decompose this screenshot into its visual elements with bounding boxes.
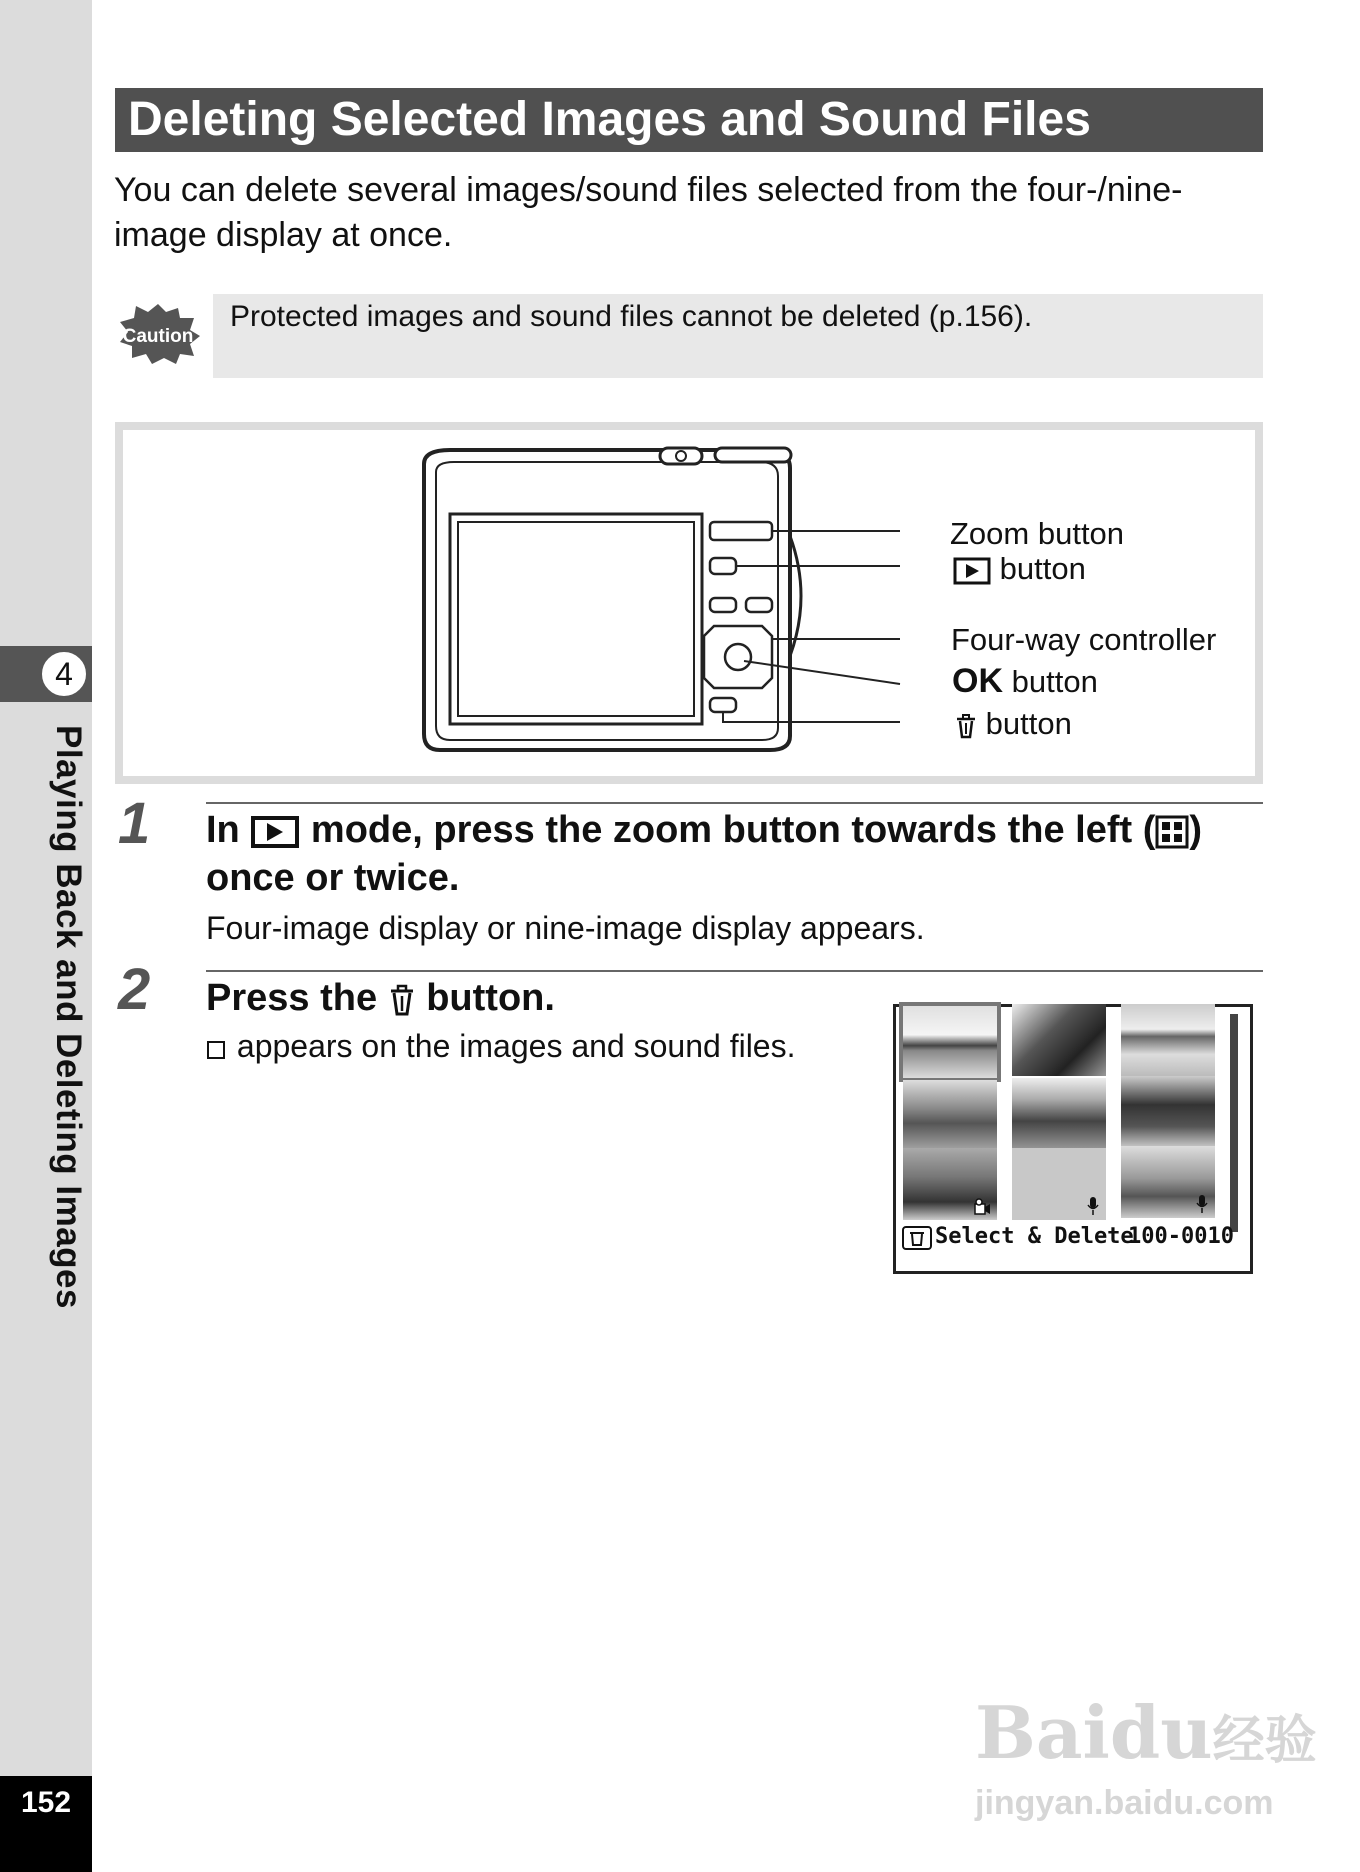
thumbnail-5[interactable] [1012,1078,1106,1150]
step-1-rule [206,802,1263,804]
screen-file-number: 100-0010 [1128,1224,1234,1249]
step-2-number: 2 [118,957,151,1022]
thumbnail-2[interactable] [1012,1004,1106,1076]
step-2-body [206,1028,795,1065]
callout-trash [955,706,1072,742]
callout-ok [952,662,1098,701]
intro-line-1: You can delete several images/sound files selected from the four-/nine- [114,171,1183,209]
trash-icon [388,983,416,1017]
step-1-head-c: ) [1189,809,1203,851]
watermark-url: jingyan.baidu.com [975,1784,1274,1822]
thumbnail-9[interactable] [1121,1146,1215,1218]
microphone-icon [1195,1194,1209,1214]
thumbnail-3[interactable] [1121,1004,1215,1076]
screen-action-label: Select & Delete [935,1224,1134,1249]
thumbnail-1[interactable] [903,1006,997,1078]
trash-icon [955,713,977,739]
checkbox-icon [206,1038,228,1060]
caution-badge-text: Caution [122,326,194,347]
thumbnail-4[interactable] [903,1080,997,1152]
step-1-number: 1 [118,791,151,856]
ok-mark: OK [952,662,1003,700]
step-2-rule [206,970,1263,972]
movie-icon [973,1198,991,1216]
callout-ok-label: button [1011,664,1098,699]
callout-playback [953,551,1086,587]
section-title: Deleting Selected Images and Sound Files [128,93,1091,146]
step-2-head-a: Press the [206,977,378,1019]
thumbnail-7[interactable] [903,1148,997,1220]
callout-playback-label: button [999,551,1086,586]
step-1-body: Four-image display or nine-image display appears. [206,910,925,946]
playback-icon [250,815,300,849]
intro-line-2: image display at once. [114,216,453,254]
step-1-head-b: mode, press the zoom button towards the left ( [310,809,1156,851]
step-1-heading [206,806,1266,902]
grid-display-icon [1155,815,1189,849]
caution-text: Protected images and sound files cannot be deleted (p.156). [230,300,1033,333]
callout-fourway: Four-way controller [951,622,1217,657]
step-2-head-b: button. [426,977,555,1019]
intro-paragraph [114,168,1274,258]
step-1-head-a: In [206,809,240,851]
step-2-body-text: appears on the images and sound files. [236,1028,796,1064]
page-number: 152 [20,1786,72,1819]
screen-scrollbar [1230,1014,1238,1232]
callout-trash-label: button [985,706,1072,741]
microphone-icon [1086,1196,1100,1216]
callout-zoom: Zoom button [950,516,1125,551]
chapter-title: Playing Back and Deleting Images [49,725,88,1309]
watermark-brand: Baidu [975,1690,1213,1775]
camera-diagram [410,446,930,766]
chapter-number: 4 [40,650,88,698]
thumbnail-8[interactable] [1012,1148,1106,1220]
step-1-head-line-2: once or twice. [206,857,460,899]
trash-icon [902,1226,932,1250]
watermark-cn: 经验 [1212,1710,1317,1771]
watermark-logo [975,1690,1317,1775]
thumbnail-6[interactable] [1121,1076,1215,1148]
caution-icon [116,302,200,366]
playback-icon [953,557,991,585]
